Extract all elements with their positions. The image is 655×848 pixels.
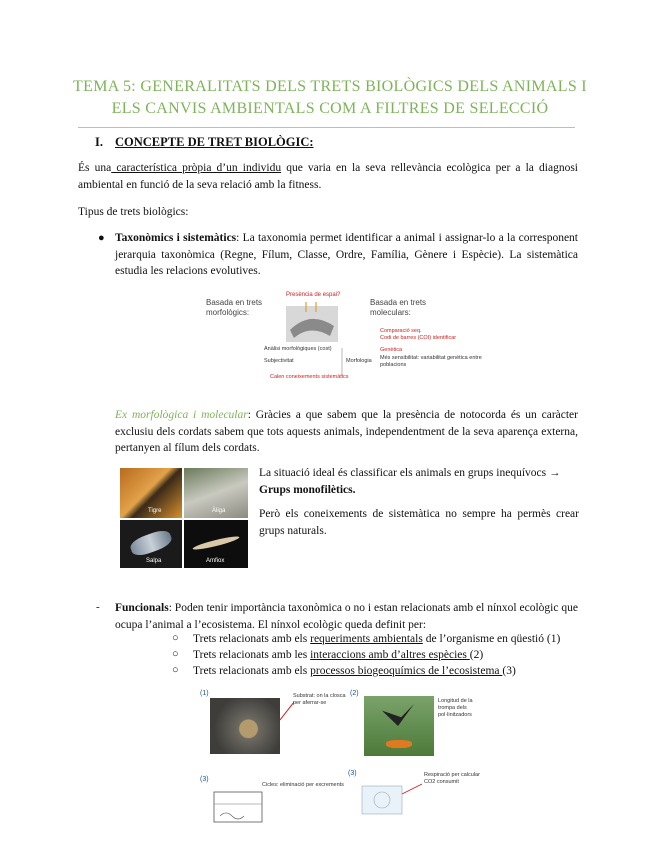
pointer-line-1 [280,698,294,728]
definition-suffix: que varia en la seva rellevància ecològica per a la diagnosi ambiental en funció de la seva relació amb la fitness. [78,162,578,191]
section-number: I. [95,135,103,149]
salp-label: Salpa [146,558,162,564]
natural-groups-paragraph: Però els coneixements de sistemàtica no sempre ha permès crear grups naturals. [259,508,579,537]
niche-item-1-post: de l’organisme en qüestió (1) [422,633,561,645]
definition-underlined: característica pròpia d’un individu [111,162,282,174]
title-line-1: TEMA 5: GENERALITATS DELS TRETS BIOLÒGICS DELS ANIMALS I [73,78,587,95]
title-line-2: ELS CANVIS AMBIENTALS COM A FILTRES DE SELECCIÓ [111,100,549,117]
molecular-r4: Més sensibilitat: variabilitat genètica entre poblacions [380,355,482,368]
molecular-label: Basada en trets moleculars: [370,298,427,317]
functional-paragraph [115,600,578,633]
sub-bullet-3: ○ [172,664,179,676]
question-label: Presència de espai? [286,292,341,298]
functional-traits-figure [196,690,486,830]
fig3-text-4: Respiració per calcular CO2 consumit [424,772,480,785]
title-divider [78,127,575,128]
taxonomic-paragraph [115,230,578,280]
definition-paragraph [78,160,578,193]
morphological-label: Basada en trets morfològics: [206,298,263,317]
bullet-dot: ● [98,232,105,244]
niche-item-2-underlined: interaccions amb d’altres espècies [310,649,470,661]
sub-bullet-2: ○ [172,648,179,660]
taxonomic-text: : La taxonomia permet identificar a animal i assignar-lo a la corresponent jerarquia taxonòmica (Regne, Fílum, Classe, Ordre, Família, Gènere i Espècie). La sistemàtica estudia les relacions evolutives. [115,232,578,277]
niche-item-3 [193,663,516,679]
definition-prefix: És una [78,162,112,174]
section-title: CONCEPTE DE TRET BIOLÒGIC: [115,135,314,149]
morph-caption-b1: Subjectivitat [264,358,294,364]
monophyletic-paragraph [259,465,579,498]
taxonomy-method-figure [200,290,500,390]
soil-sketch [210,782,266,828]
bullet-dash: - [96,601,100,613]
eagle-label: Àliga [212,508,226,514]
tiger-label: Tigre [148,508,162,514]
molecular-r1: Comparació seq. [380,328,422,334]
niche-item-2-pre: Trets relacionats amb les [193,649,311,661]
monophyletic-text: La situació ideal és classificar els animals en grups inequívocs → [259,467,561,479]
niche-item-1 [193,631,560,647]
example-italic: Ex morfològica i molecular [115,409,248,421]
fig3-text-1: Substrat: on la closca per aferrar-se [293,693,346,706]
niche-item-1-underlined: requeriments ambientals [310,633,423,645]
fig3-num-1: (1) [200,690,209,697]
fig3-num-2: (2) [350,690,359,697]
morph-caption-b2: Morfologia [346,358,372,364]
fig3-num-3: (3) [200,776,209,783]
types-intro: Tipus de trets biològics: [78,206,189,218]
niche-item-2-post: (2) [469,649,484,661]
molecular-r2: Codi de barres (COI) identificar [380,335,457,341]
respirometer-sketch [356,774,426,824]
chordate-photos [120,468,248,568]
taxonomic-term: Taxonòmics i sistemàtics [115,232,237,244]
functional-text: : Poden tenir importància taxonòmica o no i estan relacionats amb el nínxol ecològic que ocupa l’animal a l’ecosistema. El nínxol ecològic queda definit per: [115,602,578,631]
niche-item-1-pre: Trets relacionats amb els [193,633,311,645]
fig3-num-4: (3) [348,770,357,777]
functional-term: Funcionals [115,602,169,614]
morph-caption-c: Calen coneixements sistemàtics [270,374,349,380]
morph-caption-a: Anàlisi morfològiques (cost) [264,346,332,352]
butterfly-photo [364,696,434,756]
section-heading [95,135,314,150]
fig3-text-2: Longitud de la trompa dels pol·linitzadors [438,698,473,718]
example-text: : Gràcies a que sabem que la presència de notocorda és un caràcter exclusiu dels cordats sabem que tots aquests animals, independentment de la seva aparença externa, pertanyen al fílum dels cordats. [115,409,578,454]
fig3-text-3: Cicles: eliminació per excrements [262,782,344,788]
niche-item-3-underlined: processos biogeoquímics de l’ecosistema [310,665,503,677]
niche-item-2 [193,647,483,663]
example-paragraph [115,407,578,457]
limpet-photo [210,698,280,754]
sub-bullet-1: ○ [172,632,179,644]
monophyletic-bold: Grups monofilètics. [259,483,356,496]
page-title [60,76,600,120]
niche-item-3-pre: Trets relacionats amb els [193,665,311,677]
niche-item-3-post: (3) [502,665,516,677]
molecular-r3: Genètica [380,347,403,353]
amphioxus-label: Amfiox [206,558,225,564]
